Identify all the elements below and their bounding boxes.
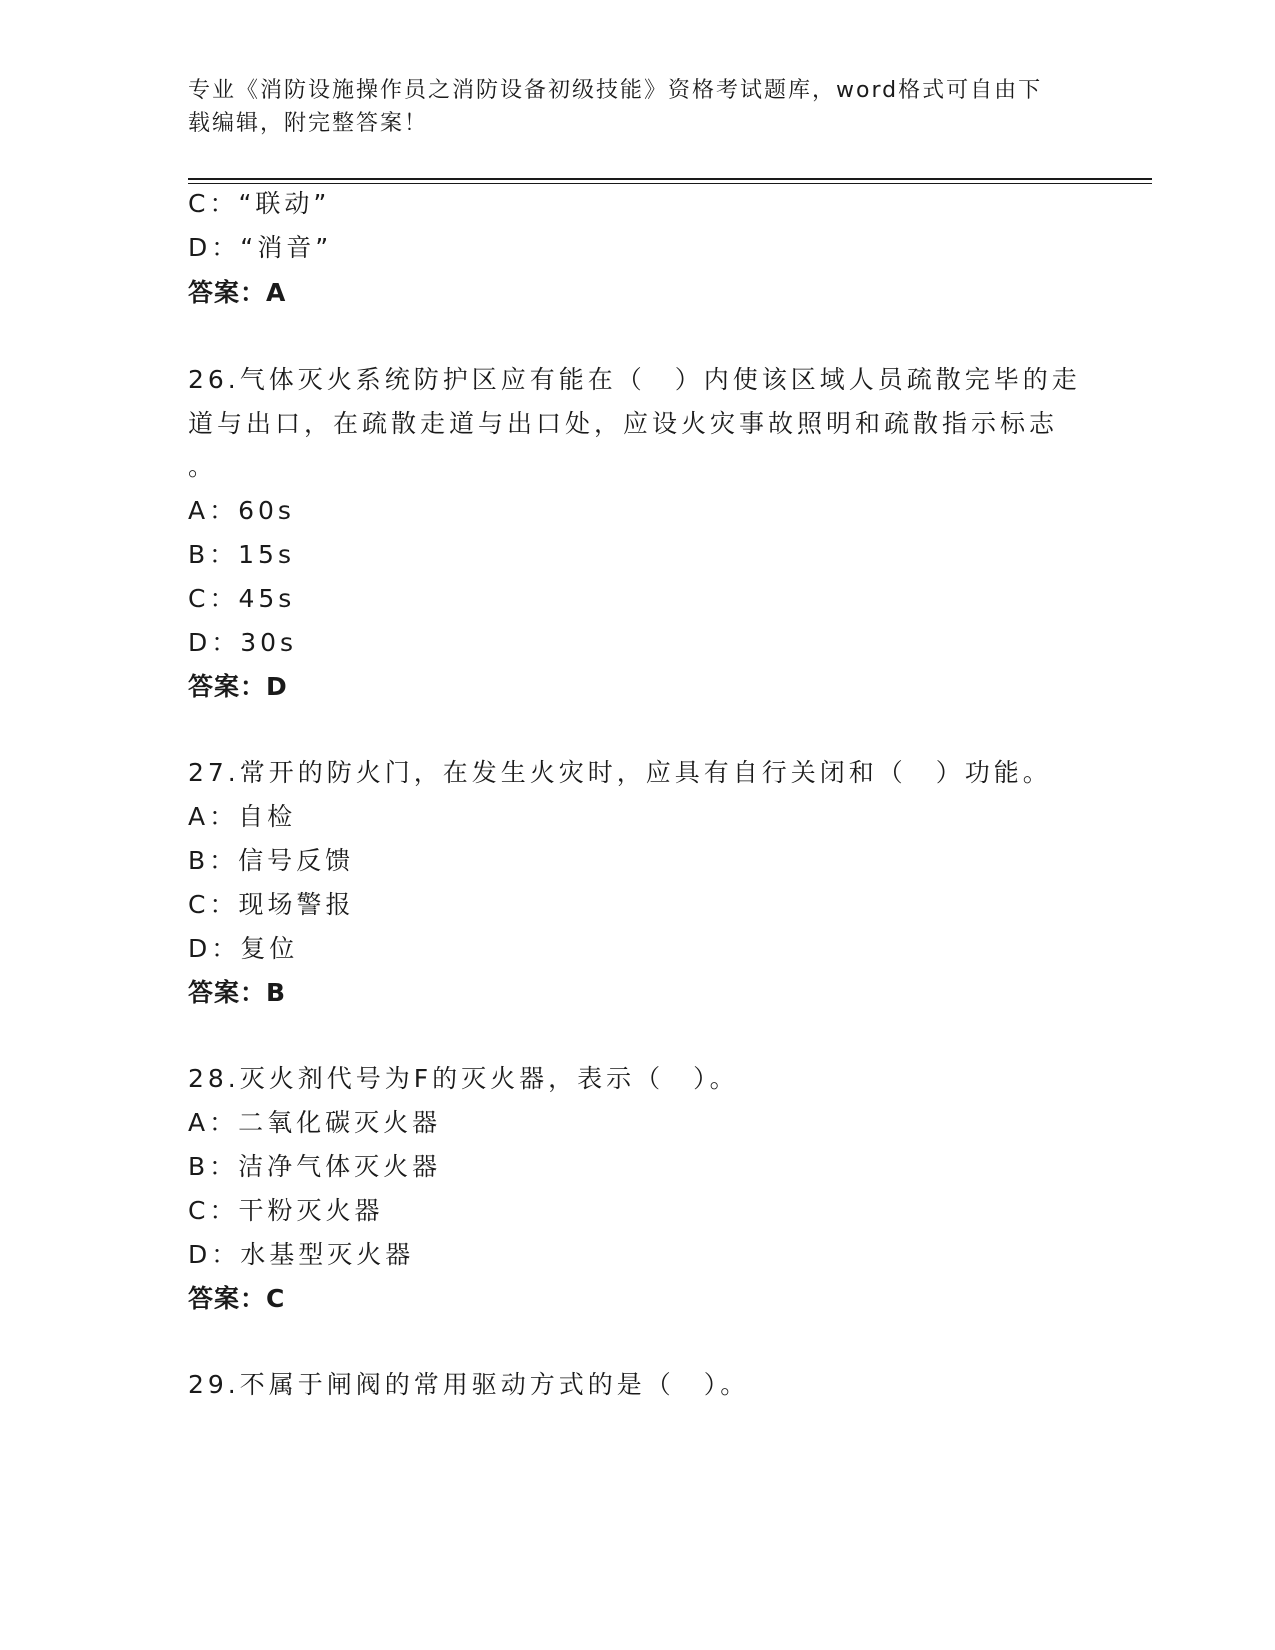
q26-stem-line-2: 道与出口，在疏散走道与出口处，应设火灾事故照明和疏散指示标志: [188, 409, 1059, 438]
q28-option-a: A：二氧化碳灭火器: [188, 1108, 442, 1137]
q26-option-d: D：30s: [188, 628, 298, 657]
header-divider-thin: [188, 183, 1152, 184]
q28-option-b: B：洁净气体灭火器: [188, 1152, 442, 1181]
q25-option-c: C：“联动”: [188, 189, 331, 218]
q27-option-b: B：信号反馈: [188, 846, 355, 875]
q27-stem: 27.常开的防火门，在发生火灾时，应具有自行关闭和（ ）功能。: [188, 758, 1052, 787]
q26-option-b: B：15s: [188, 540, 295, 569]
q27-option-c: C：现场警报: [188, 890, 355, 919]
q29-stem: 29.不属于闸阀的常用驱动方式的是（ ）。: [188, 1370, 750, 1399]
q25-answer: 答案：A: [188, 278, 287, 307]
page-header: [188, 74, 1088, 140]
q27-option-a: A：自检: [188, 802, 297, 831]
header-line-2: 载编辑，附完整答案！: [188, 111, 429, 136]
header-divider-thick: [188, 178, 1152, 180]
q28-option-c: C：干粉灭火器: [188, 1196, 384, 1225]
q26-answer: 答案：D: [188, 672, 288, 701]
q26-option-a: A：60s: [188, 496, 295, 525]
header-line-1: 专业《消防设施操作员之消防设备初级技能》资格考试题库，word格式可自由下: [188, 78, 1043, 103]
q27-answer: 答案：B: [188, 978, 287, 1007]
q26-option-c: C：45s: [188, 584, 296, 613]
q28-stem: 28.灭火剂代号为F的灭火器，表示（ ）。: [188, 1064, 739, 1093]
q27-option-d: D：复位: [188, 934, 299, 963]
q28-option-d: D：水基型灭火器: [188, 1240, 415, 1269]
q26-stem-line-3: 。: [188, 452, 218, 481]
q25-option-d: D：“消音”: [188, 233, 333, 262]
q28-answer: 答案：C: [188, 1284, 286, 1313]
q26-stem-line-1: 26.气体灭火系统防护区应有能在（ ）内使该区域人员疏散完毕的走: [188, 365, 1081, 394]
